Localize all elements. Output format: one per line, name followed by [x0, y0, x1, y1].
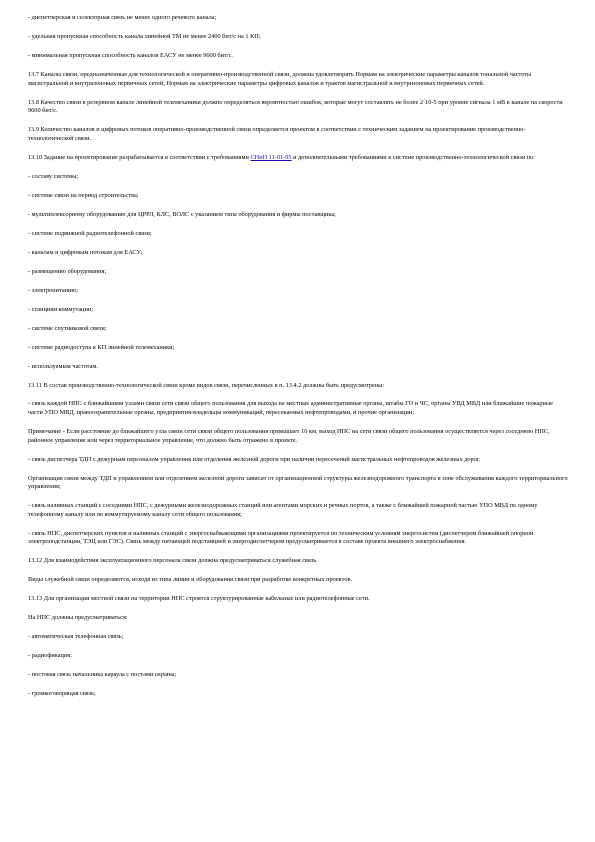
list-item: - мультиплексорному оборудованию для ЦРРЛ, КЛС, ВОЛС с указанием типа оборудования и фирмы поставщика; [28, 210, 336, 218]
document-body [28, 14, 568, 709]
list-item: - станциям коммутации; [28, 305, 94, 313]
paragraph-text-after: и дополнительными требованиями к системе производственно-технологической связи по: [291, 153, 535, 161]
list-item: - громкоговорящая связь; [28, 690, 96, 698]
paragraph: 13.11 В состав производственно-технологической связи кроме видов связи, перечисленных в п. 13.4.2 должны быть предусмотрены: [28, 381, 385, 389]
list-item: - связь НПС, диспетчерских пунктов и наливных станций с энергоснабжающими организациями проектируется по техническим условиям энергосистем (диспетчером ближайшей опорной электроподстанции, ТЭЦ или ГЭС). Связь между питающей подстанцией и энергодиспетчером предусматривается в составе проекта внешнего электроснабжения. [28, 529, 534, 546]
list-item: - связь наливных станций с соседними НПС, с дежурными железнодорожных станций или агентами морских и речных портов, а также с ближайшей пожарной частью УПО МВД по одному телефонному каналу или по коммутируемому каналу сети общего пользования; [28, 502, 538, 518]
paragraph: На НПС должны предусматриваться: [28, 614, 128, 622]
list-item: - связь каждой НПС с ближайшими узлами связи сети связи общего пользования для выхода на местные административные органы, штабы ГО и ЧС, органы УВД МВД или ближайшие пожарные части УПО МВД, правоохранительные органы, предприятия-владельцы коммуникаций, пересекаемых нефтепроводами, и прочие организации; [28, 400, 553, 417]
paragraph: 13.7 Каналы связи, предназначенные для технологической и оперативно-производственной связи, должны удовлетворять Нормам на электрические параметры каналов тональной частоты магистральной и внутризоновых первичных сетей, Нормам на электрические параметры цифровых каналов и трактов магистральной и внутризоновых первичных сетей. [28, 70, 532, 87]
snip-reference-link[interactable]: СНиП 11-01-95 [250, 153, 292, 161]
note-paragraph: Примечание - Если расстояние до ближайшего узла связи сети связи общего пользования превышает 10 км, выход НПС на сети связи общего пользования осуществляется через соседнюю НПС, районное управление или через территориальное управление, что должно быть отражено в проекте. [28, 428, 550, 444]
paragraph: 13.8 Качество связи в резервном канале линейной телемеханики должно определяться вероятностью ошибок, которые могут составлять не более 2´10-5 при уровне сигнала 1 мВ в канале на скорости 9600 бит/с. [28, 98, 563, 115]
paragraph: Организация связи между ТДП и управлением или отделением железной дороги зависит от организационной структуры железнодорожного транспорта в зоне обслуживания каждого территориального управления; [28, 474, 568, 491]
paragraph: - удельная пропускная способность канала линейной ТМ не менее 2400 бит/с на 1 КП; [28, 32, 261, 40]
list-item: - системе связи на период строительства; [28, 191, 139, 199]
paragraph: 13.9 Количество каналов и цифровых потоков оперативно-производственной связи определяется проектом в соответствии с техническим заданием на проектирование производственно-технологической связи. [28, 126, 526, 142]
paragraph: Виды служебной связи определяются, исходя из типа линии и оборудования связи при разработке конкретных проектов. [28, 576, 353, 584]
paragraph: - диспетчерская и селекторная связь не менее одного речевого канала; [28, 14, 217, 21]
list-item: - используемым частотам. [28, 362, 98, 370]
list-item: - системе радиодоступа к КП линейной телемеханики; [28, 343, 175, 351]
paragraph: 13.13 Для организации местной связи на территории НПС строятся структурированные кабельные или радиотелефонные сети. [28, 595, 370, 603]
list-item: - радиофикация; [28, 652, 72, 660]
list-item: - автоматическая телефонная связь; [28, 633, 124, 641]
list-item: - постовая связь начальника караула с постами охраны; [28, 671, 177, 679]
list-item: - связь диспетчера ТДП с дежурным персоналом управления или отделения железной дороги при наличии пересечений магистральных нефтепроводов железных дорог. [28, 455, 481, 463]
paragraph: - минимальная пропускная способность каналов ЕАСУ не менее 9600 бит/с. [28, 51, 233, 59]
paragraph-text-before: 13.10 Задание на проектирование разрабатывается в соответствии с требованиями [28, 153, 251, 161]
paragraph: 13.12 Для взаимодействия эксплуатационного персонала связи должна предусматриваться служебная связь. [28, 557, 318, 565]
list-item: - системе спутниковой связи; [28, 324, 107, 332]
paragraph-with-link [28, 154, 568, 163]
list-item: - электропитанию; [28, 286, 78, 294]
list-item: - системе подвижной радиотелефонной связи; [28, 229, 152, 237]
list-item: - составу системы; [28, 172, 79, 180]
list-item: - размещению оборудования; [28, 267, 107, 275]
list-item: - каналам и цифровым потокам для ЕАСУ; [28, 248, 143, 256]
